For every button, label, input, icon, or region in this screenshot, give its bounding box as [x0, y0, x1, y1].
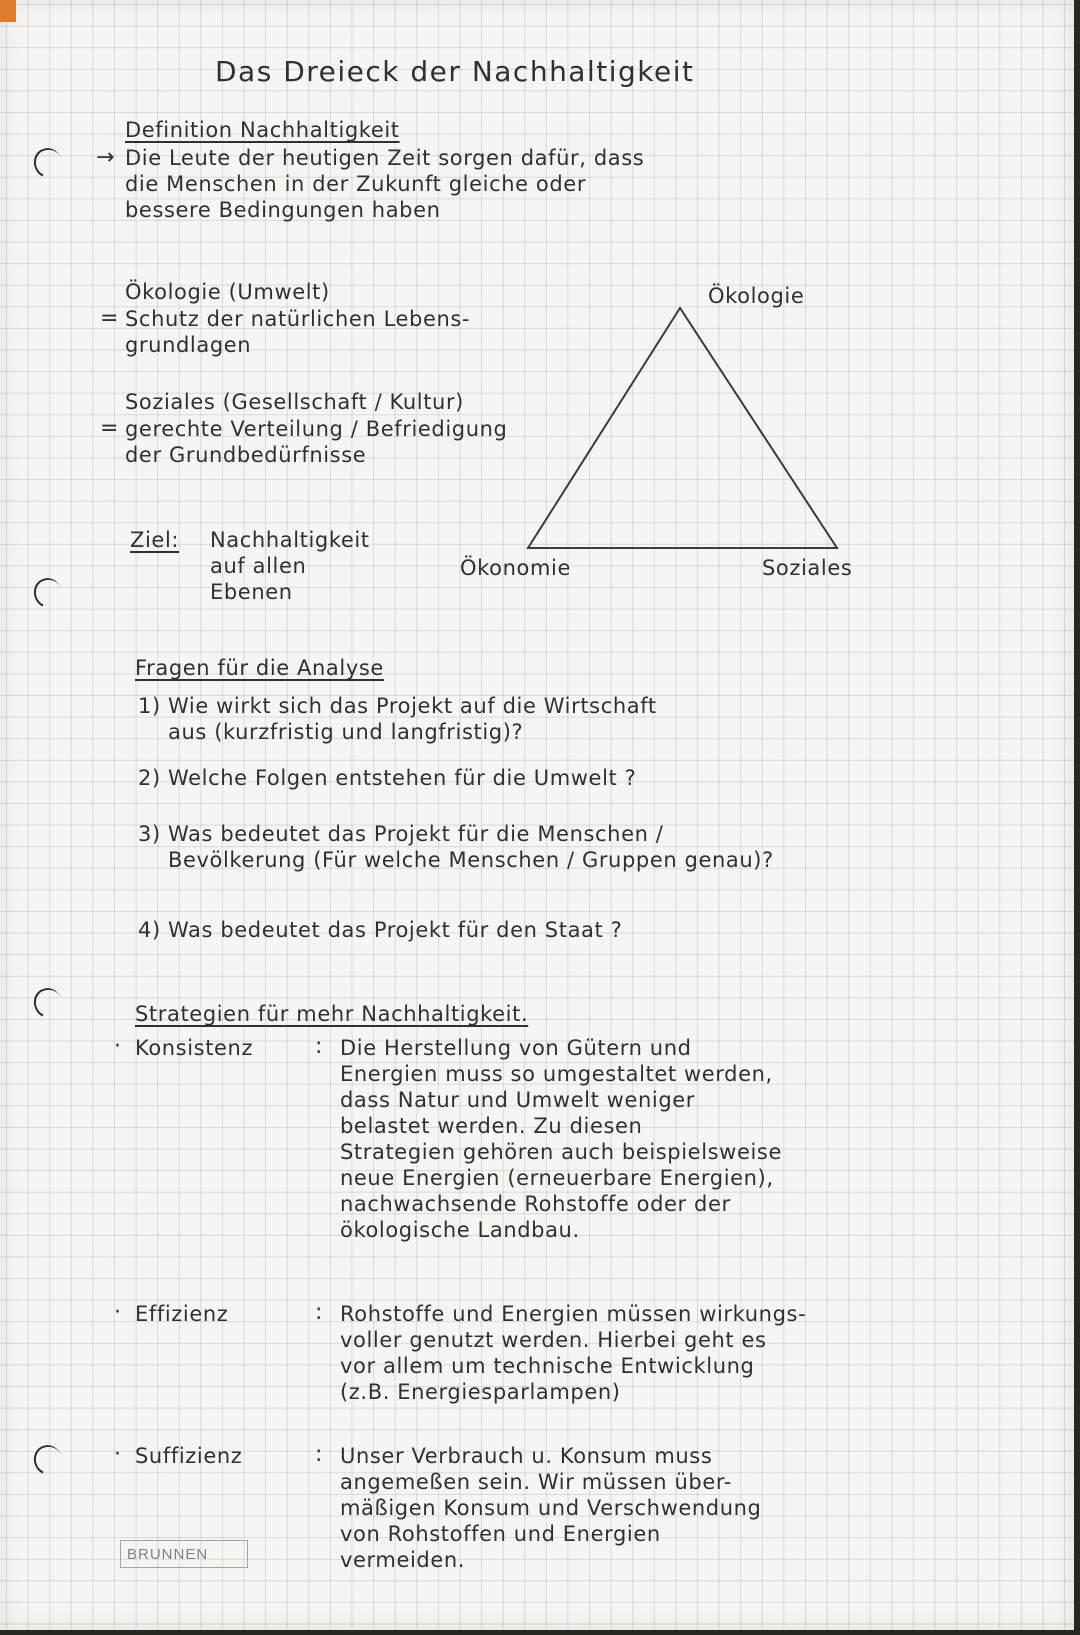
suffizienz-line: mäßigen Konsum und Verschwendung	[340, 1496, 762, 1520]
effizienz-line: Rohstoffe und Energien müssen wirkungs-	[340, 1302, 807, 1326]
equals-icon: =	[100, 306, 119, 331]
fragen-heading: Fragen für die Analyse	[135, 656, 384, 680]
effizienz-line: voller genutzt werden. Hierbei geht es	[340, 1328, 767, 1352]
colon: :	[315, 1034, 323, 1059]
frage-item: 2) Welche Folgen entstehen für die Umwelt ?	[138, 766, 637, 790]
binder-hole	[30, 144, 67, 182]
equals-icon: =	[100, 416, 119, 441]
strategien-heading: Strategien für mehr Nachhaltigkeit.	[135, 1002, 529, 1026]
konsistenz-line: Energien muss so umgestaltet werden,	[340, 1062, 773, 1086]
triangle-label-right: Soziales	[762, 556, 853, 580]
arrow-right-icon: →	[96, 145, 115, 170]
suffizienz-line: von Rohstoffen und Energien	[340, 1522, 661, 1546]
effizienz-label: Effizienz	[135, 1302, 229, 1326]
binder-hole	[30, 1441, 67, 1479]
effizienz-line: (z.B. Energiesparlampen)	[340, 1380, 621, 1404]
definition-line: bessere Bedingungen haben	[125, 198, 441, 222]
colon: :	[315, 1442, 323, 1467]
effizienz-line: vor allem um technische Entwicklung	[340, 1354, 755, 1378]
bullet: ·	[114, 1034, 121, 1059]
konsistenz-line: Strategien gehören auch beispielsweise	[340, 1140, 782, 1164]
triangle-label-top: Ökologie	[708, 284, 805, 308]
ziel-line: auf allen	[210, 554, 307, 578]
bullet: ·	[114, 1442, 121, 1467]
frage-item-continued: aus (kurzfristig und langfristig)?	[168, 720, 524, 744]
binder-hole	[30, 574, 67, 612]
frage-item: 4) Was bedeutet das Projekt für den Staat ?	[138, 918, 623, 942]
page-corner-marker	[0, 0, 16, 22]
triangle-label-left: Ökonomie	[460, 556, 571, 580]
oekologie-heading: Ökologie (Umwelt)	[125, 280, 330, 304]
sustainability-triangle	[520, 300, 840, 560]
suffizienz-line: angemeßen sein. Wir müssen über-	[340, 1470, 732, 1494]
frage-item: 3) Was bedeutet das Projekt für die Menschen /	[138, 822, 664, 846]
suffizienz-line: Unser Verbrauch u. Konsum muss	[340, 1444, 713, 1468]
definition-line: die Menschen in der Zukunft gleiche oder	[125, 172, 587, 196]
colon: :	[315, 1300, 323, 1325]
ziel-label: Ziel:	[130, 528, 180, 552]
konsistenz-line: neue Energien (erneuerbare Energien),	[340, 1166, 774, 1190]
suffizienz-line: vermeiden.	[340, 1548, 466, 1572]
soziales-heading: Soziales (Gesellschaft / Kultur)	[125, 390, 464, 414]
bullet: ·	[114, 1300, 121, 1325]
konsistenz-line: ökologische Landbau.	[340, 1218, 580, 1242]
soziales-line: gerechte Verteilung / Befriedigung	[125, 417, 508, 441]
ziel-line: Nachhaltigkeit	[210, 528, 370, 552]
konsistenz-line: belastet werden. Zu diesen	[340, 1114, 643, 1138]
page-title: Das Dreieck der Nachhaltigkeit	[215, 55, 695, 88]
konsistenz-label: Konsistenz	[135, 1036, 254, 1060]
soziales-line: der Grundbedürfnisse	[125, 443, 367, 467]
suffizienz-label: Suffizienz	[135, 1444, 243, 1468]
definition-heading: Definition Nachhaltigkeit	[125, 118, 400, 142]
binder-hole	[30, 984, 67, 1022]
brand-logo: BRUNNEN	[120, 1540, 248, 1568]
konsistenz-line: Die Herstellung von Gütern und	[340, 1036, 692, 1060]
oekologie-line: grundlagen	[125, 333, 252, 357]
frage-item-continued: Bevölkerung (Für welche Menschen / Gruppen genau)?	[168, 848, 774, 872]
konsistenz-line: dass Natur und Umwelt weniger	[340, 1088, 695, 1112]
oekologie-line: Schutz der natürlichen Lebens-	[125, 307, 471, 331]
definition-line: Die Leute der heutigen Zeit sorgen dafür, dass	[125, 146, 645, 170]
frage-item: 1) Wie wirkt sich das Projekt auf die Wirtschaft	[138, 694, 657, 718]
konsistenz-line: nachwachsende Rohstoffe oder der	[340, 1192, 731, 1216]
ziel-line: Ebenen	[210, 580, 293, 604]
